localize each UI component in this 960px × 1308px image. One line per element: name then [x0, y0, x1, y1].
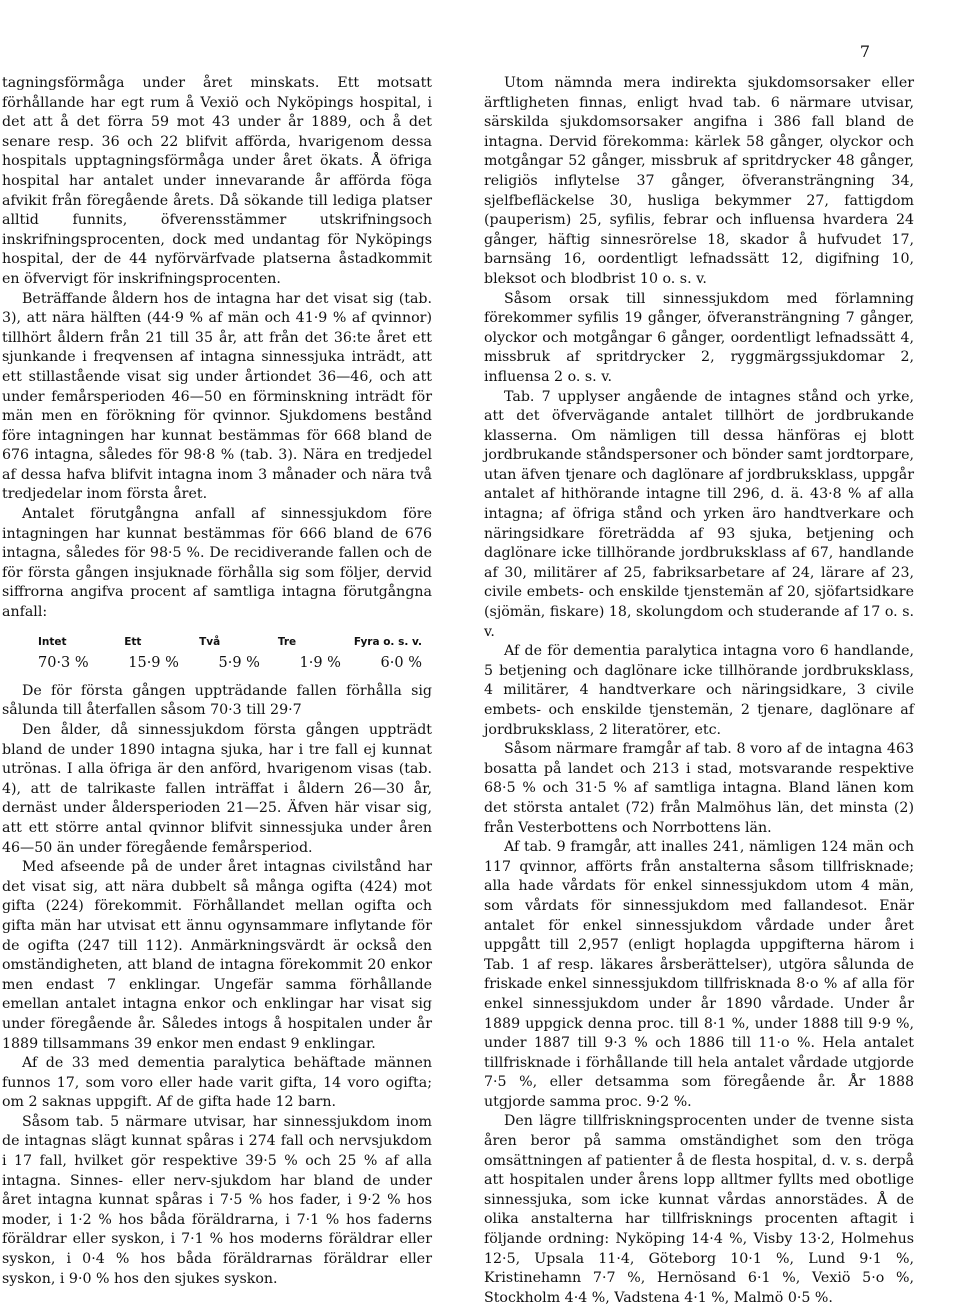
paragraph: Utom nämnda mera indirekta sjukdomsorsaker eller ärftligheten finnas, enligt hvad tab. 6 närmare utvisar, särskilda sjukdomsorsaker angifna i 386 fall bland de intagna. Dervid förekomma: kärlek 58 gånger, olyckor och motgångar 52 gånger, missbruk af spritdrycker 48 gånger, religiös inflytelse 37 gånger, öfveransträngning 34, sjelfbefläckelse 30, husliga bekymmer 27, fattigdom (pauperism) 25, syfilis, febrar och influensa hvardera 24 gånger, häftig sinnesrörelse 18, skador å hufvudet 17, barnsäng 16, oordentligt lefnadssätt 12, digifning 10, bleksot och blodbrist 10 o. s. v. [484, 75, 914, 287]
paragraph: Af de för dementia paralytica intagna voro 6 handlande, 5 betjening och daglönare icke tillhörande jordbruksklass, 4 militärer, 4 handtverkare och näringsidkare, 3 civile embets- och enskilde tjenstemän, 2 tjenare, daglönare af jordbruksklass, 2 literatörer, etc. [484, 643, 914, 738]
paragraph: Såsom orsak till sinnessjukdom med förlamning förekommer syfilis 19 gånger, öfveransträngning 7 gånger, olyckor och motgångar 6 gånger, oordentligt lefnadssätt 4, missbruk af spritdrycker 2, ryggmärgssjukdomar 2, influensa 2 o. s. v. [484, 290, 914, 385]
paragraph: Såsom tab. 5 närmare utvisar, har sinnessjukdom inom de intagnas slägt kunnat spåras i 274 fall och nervsjukdom i 17 fall, hvilket gör respektive 39·5 % och 25 % af alla intagna. Sinnes- eller nerv-sjukdom har bland de under året intagna kunnat spåras i 7·5 % hos fader, i 9·2 % hos moder, i 1·2 % hos båda föräldrarna, i 7·1 % hos faderns föräldrar eller syskon, i 7·1 % hos moderns föräldrar eller syskon, i 0·4 % hos båda föräldrarnas föräldrar eller syskon, i 9·0 % hos den sjukes syskon. [2, 1113, 432, 1287]
paragraph: Antalet förutgångna anfall af sinnessjukdom före intagningen har kunnat bestämmas för 666 bland de 676 intagna, således för 98·5 %. De recidiverande fallen och de för första gången insjuknade förhålla sig som följer, dervid siffrorna angifva procent af samtliga intagna förutgångna anfall: [2, 506, 432, 621]
table-header-cell: Fyra o. s. v. [353, 635, 422, 648]
relapse-table-values [2, 652, 432, 674]
table-header-cell: Ett [124, 635, 142, 648]
paragraph: Den lägre tillfriskningsprocenten under de tvenne sista åren beror på samma omständighet som den tröga omsättningen af patienter å de flesta hospital, d. v. s. derpå att hospitalen under årens lopp alltmer fyllts med obotlige sinnessjuka, som icke kunnat vårdas annorstädes. Å de olika anstalterna har tillfrisknings procenten aftagit i följande ordning: Nyköping 14·4 %, Visby 13·2, Holmehus 12·5, Upsala 11·4, Göteborg 10·1 %, Lund 9·1 %, Kristinehamn 7·7 %, Hernösand 6·1 %, Vexiö 5·o %, Stockholm 4·4 %, Vadstena 4·1 %, Malmö 0·5 %. [484, 1113, 914, 1306]
page-number: 7 [859, 42, 870, 61]
paragraph: Med afseende på de under året intagnas civilstånd har det visat sig, att nära dubbelt så många ogifta (424) mot gifta (224) förekommit. Förhållandet mellan ogifta och gifta män har utvisat ett ännu ogynsammare inflytande för de ogifta (247 till 112). Anmärkningsvärdt är också den omständigheten, att bland de intagna förekommit 20 enkor men endast 7 enklingar. Ungefär samma förhållande emellan antalet intagna enkor och enklingar har visat sig under föregående år. Således intogs å hospitalen under år 1889 tillsammans 39 enkor men endast 9 enklingar. [2, 859, 432, 1052]
paragraph: Af tab. 9 framgår, att inalles 241, nämligen 124 män och 117 qvinnor, afförts från anstalterna såsom tillfrisknade; alla hade vårdats för enkel sinnessjukdom utom 4 män, som vårdats för sinnessjukdom med fallandesot. Enär antalet för enkel sinnessjukdom vårdade under året uppgått till 2,957 (enligt hoplagda uppgifterna härom i Tab. 1 af resp. läkares årsberättelser), utgöra sålunda de friskade enkel sinnessjukdom tillfrisknada 8·o % af alla för enkel sinnessjukdom under år 1890 vårdade. Under år 1889 uppgick denna proc. till 8·1 %, under 1888 till 9·9 %, under 1887 till 9·3 % och 1886 till 11·o %. Hela antalet tillfrisknade i förhållande till hela antalet vårdade utgjorde 7·5 %, eller detsamma som föregående år. År 1888 utgjorde samma proc. 9·2 %. [484, 839, 914, 1110]
paragraph: Beträffande åldern hos de intagna har det visat sig (tab. 3), att nära hälften (44·9 % af män och 41·9 % af qvinnor) tillhört åldern från 21 till 35 år, att från det 36:te året ett sjunkande i freqvensen af intagna sinnessjuka inträdt, att ett stillastående visat sig under årtiondet 36—46, och att under femårsperioden 46—50 en förminskning inträdt för män men en förökning för qvinnor. Sjukdomens bestånd före intagningen har kunnat bestämmas för 668 bland de 676 intagna, således för 98·8 % (tab. 3). Nära en tredjedel af dessa hafva blifvit intagna inom 3 månader och nära två tredjedelar inom första året. [2, 290, 432, 503]
right-column [484, 74, 914, 1308]
table-header-cell: Intet [38, 635, 67, 648]
paragraph: Af de 33 med dementia paralytica behäftade männen funnos 17, som voro eller hade varit gifta, 14 voro ogifta; om 2 saknas uppgift. Af de gifta hade 12 barn. [2, 1055, 432, 1111]
table-header-cell: Två [199, 635, 221, 648]
table-cell: 5·9 % [218, 655, 260, 672]
paragraph: tagningsförmåga under året minskats. Ett motsatt förhållande har egt rum å Vexiö och Nyköpings hospital, i det att å det förra 59 mot 43 under år 1889, och å det senare resp. 36 och 22 blifvit afförda, hvarigenom dessa hospitals upptagningsförmåga under året ökats. Å öfriga hospital har antalet under innevarande år afförda föga afvikit från föregående årets. Då sökande till lediga platser alltid funnits, öfverensstämmer utskrifningsoch inskrifningsprocenten, dock med undantag för Nyköpings hospital, der de 44 nyförvärfvade platserna åstadkommit en öfvervigt för inskrifningsprocenten. [2, 75, 432, 287]
relapse-table-header [2, 633, 432, 653]
paragraph: Tab. 7 upplyser angående de intagnes stånd och yrke, att det öfvervägande antalet tillhört de jordbrukande klasserna. Om nämligen till dessa hänföras ej blott jordbrukande ståndspersoner och bönder samt jordtorpare, utan äfven tjenare och daglönare af jordbruksklass, uppgår antalet af hithörande intagne till 296, d. ä. 43·8 % af alla intagna; af öfriga stånd och yrken äro handtverkare och näringsidkare företrädda af 93 sjuka, betjening och daglönare icke tillhörande jordbruksklass af 67, handlande af 30, militärer af 25, fabriksarbetare af 24, lärare af 23, civile embets- och enskilde tjenstemän af 20, sjöfartsidkare (sjömän, fiskare) 18, skolungdom och studerande af 17 o. s. v. [484, 388, 914, 640]
table-cell: 6·0 % [380, 655, 422, 672]
left-column [2, 74, 432, 1289]
table-header-cell: Tre [277, 635, 297, 648]
table-cell: 70·3 % [38, 655, 89, 672]
paragraph: De för första gången uppträdande fallen förhålla sig sålunda till återfallen såsom 70·3 till 29·7 [2, 682, 432, 719]
paragraph: Den ålder, då sinnessjukdom första gången uppträdt bland de under 1890 intagna sjuka, har i tre fall ej kunnat utrönas. I alla öfriga är den anförd, hvarigenom visas (tab. 4), att de talrikaste fallen inträffat i åldern 26—30 år, dernäst under åldersperioden 21—25. Äfven här visar sig, att ett större antal qvinnor blifvit sinnessjuka under åren 46—50 än under föregående femårsperiod. [2, 722, 432, 856]
table-cell: 15·9 % [128, 655, 179, 672]
relapse-table [2, 633, 432, 674]
table-cell: 1·9 % [299, 655, 341, 672]
paragraph: Såsom närmare framgår af tab. 8 voro af de intagna 463 bosatta på landet och 213 i stad, motsvarande respektive 68·5 % och 31·5 % af samtliga intagna. Bland länen kom det största antalet (72) från Malmöhus län, det minsta (2) från Vesterbottens och Norrbottens län. [484, 741, 914, 836]
